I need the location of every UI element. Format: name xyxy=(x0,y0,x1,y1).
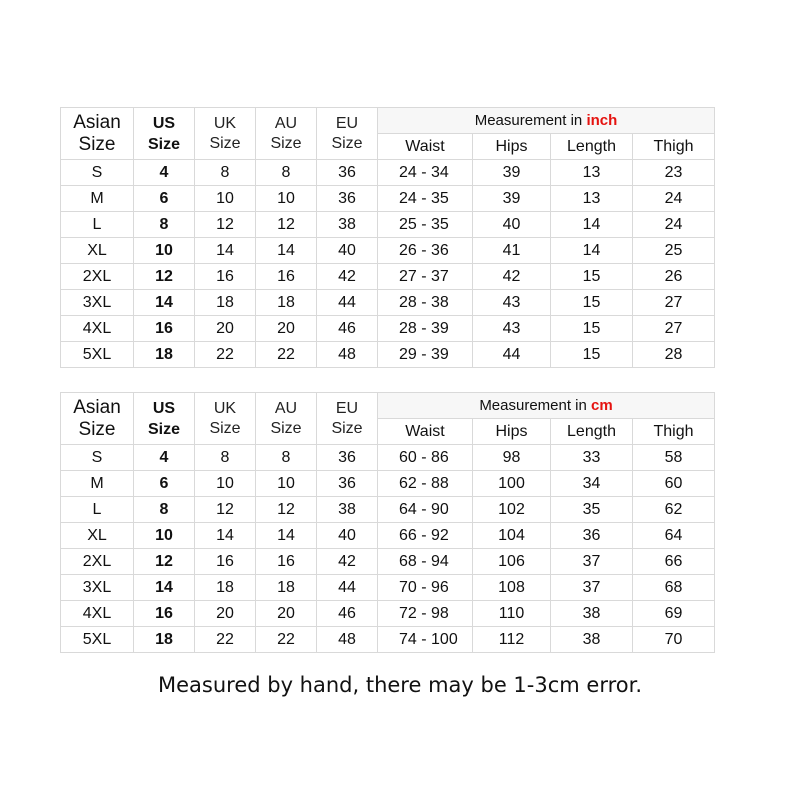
cell-length: 33 xyxy=(551,445,633,471)
table-header-row xyxy=(61,108,715,134)
cell-thigh: 24 xyxy=(633,212,715,238)
cell-eu-size: 36 xyxy=(317,471,378,497)
header-thigh: Thigh xyxy=(633,419,715,445)
cell-eu-size: 40 xyxy=(317,523,378,549)
table-body xyxy=(61,445,715,653)
cell-asian-size: 5XL xyxy=(61,342,134,368)
cell-au-size: 16 xyxy=(256,549,317,575)
cell-uk-size: 14 xyxy=(195,523,256,549)
table-row xyxy=(61,290,715,316)
size-table-cm xyxy=(60,392,715,653)
cell-waist: 27 - 37 xyxy=(378,264,473,290)
cell-us-size: 16 xyxy=(134,316,195,342)
table-row xyxy=(61,342,715,368)
cell-au-size: 18 xyxy=(256,290,317,316)
cell-waist: 74 - 100 xyxy=(378,627,473,653)
header-hips: Hips xyxy=(473,419,551,445)
cell-waist: 26 - 36 xyxy=(378,238,473,264)
cell-us-size: 6 xyxy=(134,471,195,497)
cell-eu-size: 36 xyxy=(317,445,378,471)
cell-au-size: 22 xyxy=(256,627,317,653)
cell-eu-size: 36 xyxy=(317,186,378,212)
cell-asian-size: 5XL xyxy=(61,627,134,653)
table-row xyxy=(61,601,715,627)
cell-length: 38 xyxy=(551,627,633,653)
cell-asian-size: M xyxy=(61,471,134,497)
cell-waist: 72 - 98 xyxy=(378,601,473,627)
cell-asian-size: 4XL xyxy=(61,601,134,627)
cell-us-size: 10 xyxy=(134,523,195,549)
cell-uk-size: 22 xyxy=(195,342,256,368)
table-body xyxy=(61,160,715,368)
cell-au-size: 12 xyxy=(256,212,317,238)
cell-uk-size: 8 xyxy=(195,160,256,186)
cell-length: 35 xyxy=(551,497,633,523)
cell-au-size: 14 xyxy=(256,523,317,549)
cell-au-size: 20 xyxy=(256,316,317,342)
cell-asian-size: 4XL xyxy=(61,316,134,342)
cell-uk-size: 10 xyxy=(195,471,256,497)
cell-hips: 42 xyxy=(473,264,551,290)
cell-waist: 28 - 38 xyxy=(378,290,473,316)
cell-eu-size: 38 xyxy=(317,497,378,523)
cell-thigh: 28 xyxy=(633,342,715,368)
cell-eu-size: 44 xyxy=(317,290,378,316)
cell-us-size: 12 xyxy=(134,264,195,290)
cell-uk-size: 10 xyxy=(195,186,256,212)
cell-thigh: 69 xyxy=(633,601,715,627)
cell-eu-size: 38 xyxy=(317,212,378,238)
cell-uk-size: 12 xyxy=(195,212,256,238)
cell-uk-size: 18 xyxy=(195,290,256,316)
table-header-row xyxy=(61,393,715,419)
cell-hips: 43 xyxy=(473,290,551,316)
cell-au-size: 16 xyxy=(256,264,317,290)
cell-waist: 28 - 39 xyxy=(378,316,473,342)
header-asian-size: Asian Size xyxy=(61,393,134,445)
cell-length: 15 xyxy=(551,316,633,342)
cell-hips: 108 xyxy=(473,575,551,601)
cell-au-size: 14 xyxy=(256,238,317,264)
cell-length: 14 xyxy=(551,238,633,264)
cell-hips: 104 xyxy=(473,523,551,549)
header-waist: Waist xyxy=(378,419,473,445)
cell-us-size: 14 xyxy=(134,575,195,601)
cell-us-size: 8 xyxy=(134,497,195,523)
cell-thigh: 62 xyxy=(633,497,715,523)
cell-us-size: 8 xyxy=(134,212,195,238)
cell-asian-size: XL xyxy=(61,238,134,264)
cell-thigh: 58 xyxy=(633,445,715,471)
header-length: Length xyxy=(551,134,633,160)
unit-label: inch xyxy=(586,111,618,129)
cell-hips: 41 xyxy=(473,238,551,264)
table-row xyxy=(61,549,715,575)
cell-length: 37 xyxy=(551,549,633,575)
table-row xyxy=(61,238,715,264)
cell-thigh: 66 xyxy=(633,549,715,575)
cell-au-size: 10 xyxy=(256,471,317,497)
cell-asian-size: M xyxy=(61,186,134,212)
cell-thigh: 27 xyxy=(633,290,715,316)
cell-eu-size: 48 xyxy=(317,342,378,368)
cell-waist: 60 - 86 xyxy=(378,445,473,471)
cell-hips: 40 xyxy=(473,212,551,238)
header-asian-size: Asian Size xyxy=(61,108,134,160)
cell-us-size: 4 xyxy=(134,445,195,471)
cell-eu-size: 44 xyxy=(317,575,378,601)
cell-uk-size: 20 xyxy=(195,316,256,342)
cell-eu-size: 46 xyxy=(317,601,378,627)
header-us-size: US Size xyxy=(134,393,195,445)
header-hips: Hips xyxy=(473,134,551,160)
cell-waist: 66 - 92 xyxy=(378,523,473,549)
cell-uk-size: 14 xyxy=(195,238,256,264)
header-waist: Waist xyxy=(378,134,473,160)
table-row xyxy=(61,497,715,523)
cell-us-size: 10 xyxy=(134,238,195,264)
cell-hips: 110 xyxy=(473,601,551,627)
cell-us-size: 6 xyxy=(134,186,195,212)
cell-length: 38 xyxy=(551,601,633,627)
cell-length: 15 xyxy=(551,342,633,368)
cell-hips: 39 xyxy=(473,186,551,212)
cell-asian-size: L xyxy=(61,212,134,238)
cell-waist: 68 - 94 xyxy=(378,549,473,575)
cell-thigh: 24 xyxy=(633,186,715,212)
cell-thigh: 64 xyxy=(633,523,715,549)
header-thigh: Thigh xyxy=(633,134,715,160)
cell-eu-size: 48 xyxy=(317,627,378,653)
cell-thigh: 25 xyxy=(633,238,715,264)
cell-us-size: 14 xyxy=(134,290,195,316)
cell-length: 15 xyxy=(551,290,633,316)
cell-asian-size: 3XL xyxy=(61,290,134,316)
cell-au-size: 18 xyxy=(256,575,317,601)
cell-asian-size: 2XL xyxy=(61,264,134,290)
cell-waist: 62 - 88 xyxy=(378,471,473,497)
cell-asian-size: S xyxy=(61,160,134,186)
header-uk-size: UK Size xyxy=(195,108,256,160)
cell-length: 13 xyxy=(551,160,633,186)
header-uk-size: UK Size xyxy=(195,393,256,445)
cell-asian-size: S xyxy=(61,445,134,471)
table-row xyxy=(61,316,715,342)
table-row xyxy=(61,575,715,601)
header-eu-size: EU Size xyxy=(317,108,378,160)
cell-length: 15 xyxy=(551,264,633,290)
cell-thigh: 68 xyxy=(633,575,715,601)
cell-uk-size: 12 xyxy=(195,497,256,523)
cell-length: 13 xyxy=(551,186,633,212)
cell-waist: 25 - 35 xyxy=(378,212,473,238)
unit-label: cm xyxy=(591,396,613,414)
cell-us-size: 16 xyxy=(134,601,195,627)
cell-au-size: 12 xyxy=(256,497,317,523)
cell-uk-size: 16 xyxy=(195,264,256,290)
cell-asian-size: XL xyxy=(61,523,134,549)
cell-thigh: 60 xyxy=(633,471,715,497)
cell-eu-size: 40 xyxy=(317,238,378,264)
cell-uk-size: 16 xyxy=(195,549,256,575)
cell-waist: 24 - 34 xyxy=(378,160,473,186)
cell-eu-size: 46 xyxy=(317,316,378,342)
cell-hips: 39 xyxy=(473,160,551,186)
cell-us-size: 18 xyxy=(134,342,195,368)
header-eu-size: EU Size xyxy=(317,393,378,445)
cell-hips: 106 xyxy=(473,549,551,575)
header-au-size: AU Size xyxy=(256,108,317,160)
table-row xyxy=(61,471,715,497)
cell-length: 37 xyxy=(551,575,633,601)
cell-us-size: 4 xyxy=(134,160,195,186)
table-row xyxy=(61,212,715,238)
cell-uk-size: 22 xyxy=(195,627,256,653)
cell-hips: 112 xyxy=(473,627,551,653)
header-measurement-cm: Measurement in cm xyxy=(378,393,715,419)
table-row xyxy=(61,627,715,653)
cell-au-size: 8 xyxy=(256,445,317,471)
cell-uk-size: 18 xyxy=(195,575,256,601)
cell-hips: 98 xyxy=(473,445,551,471)
header-us-size: US Size xyxy=(134,108,195,160)
cell-asian-size: 3XL xyxy=(61,575,134,601)
cell-waist: 70 - 96 xyxy=(378,575,473,601)
cell-thigh: 26 xyxy=(633,264,715,290)
cell-eu-size: 36 xyxy=(317,160,378,186)
cell-uk-size: 20 xyxy=(195,601,256,627)
table-row xyxy=(61,186,715,212)
cell-hips: 100 xyxy=(473,471,551,497)
cell-asian-size: L xyxy=(61,497,134,523)
cell-hips: 43 xyxy=(473,316,551,342)
cell-au-size: 22 xyxy=(256,342,317,368)
cell-waist: 29 - 39 xyxy=(378,342,473,368)
cell-au-size: 8 xyxy=(256,160,317,186)
cell-length: 36 xyxy=(551,523,633,549)
header-au-size: AU Size xyxy=(256,393,317,445)
size-table-inch xyxy=(60,107,715,368)
cell-eu-size: 42 xyxy=(317,264,378,290)
cell-thigh: 70 xyxy=(633,627,715,653)
table-row xyxy=(61,160,715,186)
measurement-note: Measured by hand, there may be 1-3cm error. xyxy=(157,673,642,697)
table-row xyxy=(61,445,715,471)
cell-thigh: 23 xyxy=(633,160,715,186)
table-row xyxy=(61,523,715,549)
header-measurement-inch: Measurement in inch xyxy=(378,108,715,134)
cell-waist: 24 - 35 xyxy=(378,186,473,212)
cell-waist: 64 - 90 xyxy=(378,497,473,523)
cell-uk-size: 8 xyxy=(195,445,256,471)
cell-hips: 44 xyxy=(473,342,551,368)
cell-us-size: 12 xyxy=(134,549,195,575)
cell-hips: 102 xyxy=(473,497,551,523)
cell-au-size: 20 xyxy=(256,601,317,627)
header-length: Length xyxy=(551,419,633,445)
cell-length: 34 xyxy=(551,471,633,497)
cell-au-size: 10 xyxy=(256,186,317,212)
table-row xyxy=(61,264,715,290)
cell-length: 14 xyxy=(551,212,633,238)
cell-eu-size: 42 xyxy=(317,549,378,575)
cell-asian-size: 2XL xyxy=(61,549,134,575)
cell-us-size: 18 xyxy=(134,627,195,653)
cell-thigh: 27 xyxy=(633,316,715,342)
